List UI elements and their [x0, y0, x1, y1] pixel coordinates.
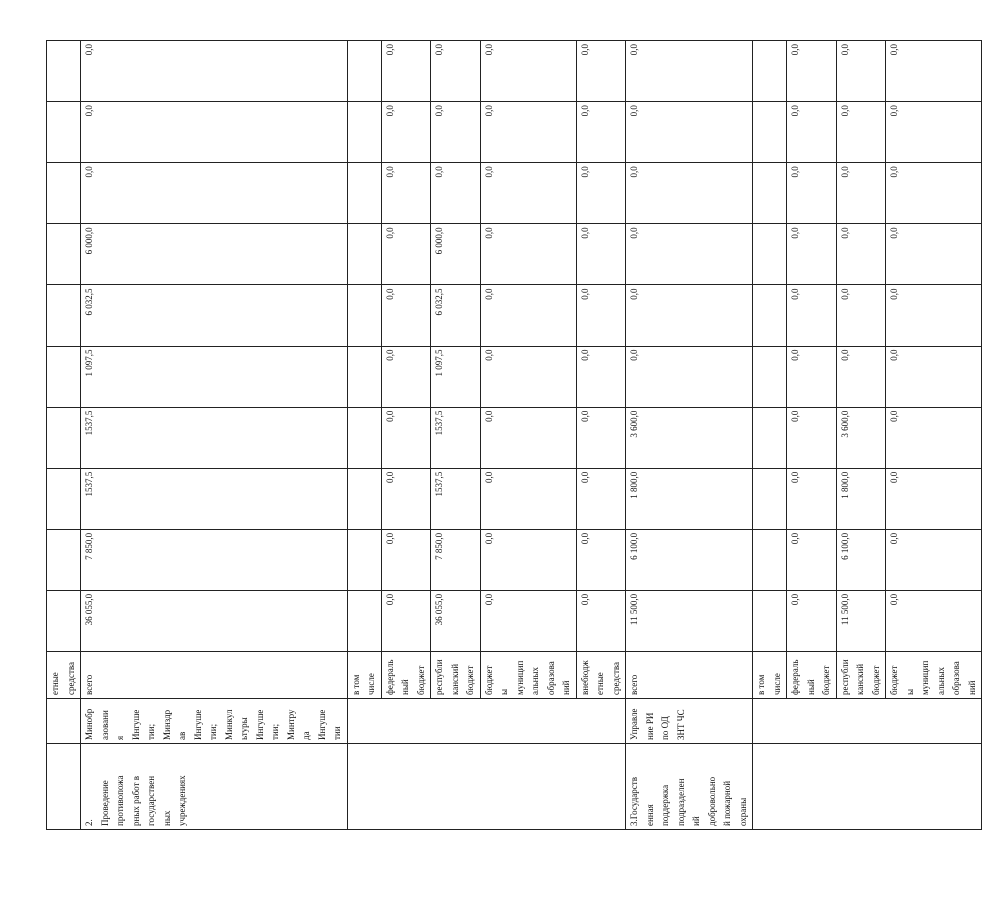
value-cell: 0,0	[480, 285, 576, 346]
value-cell: 0,0	[787, 163, 837, 224]
table-row	[47, 41, 81, 830]
measure-cell	[886, 744, 982, 830]
source-cell: республи канский бюджет	[836, 652, 886, 699]
value-cell	[47, 529, 81, 590]
measure-cell	[787, 744, 837, 830]
value-cell: 0,0	[787, 529, 837, 590]
value-cell: 0,0	[886, 529, 982, 590]
value-cell: 0,0	[886, 41, 982, 102]
value-cell: 0,0	[626, 41, 753, 102]
value-cell: 6 100,0	[836, 529, 886, 590]
value-cell	[347, 41, 381, 102]
value-cell: 0,0	[81, 163, 348, 224]
source-cell: республи канский бюджет	[431, 652, 481, 699]
executor-cell: Минобр азовани я Ингуше тии; Минздр ав Ингуше тии; Минкул ьтуры Ингуше тии; Минтру да Ингуше тии	[81, 699, 348, 744]
value-cell: 0,0	[626, 224, 753, 285]
source-cell: етные средства	[47, 652, 81, 699]
rotated-table-sheet	[46, 40, 977, 830]
value-cell	[47, 285, 81, 346]
source-cell: бюджет ы муницип альных образова ний	[886, 652, 982, 699]
value-cell: 0,0	[886, 346, 982, 407]
value-cell: 0,0	[836, 163, 886, 224]
value-cell: 0,0	[886, 224, 982, 285]
executor-cell	[787, 699, 837, 744]
value-cell: 0,0	[886, 102, 982, 163]
value-cell: 0,0	[576, 346, 626, 407]
source-cell: всего	[81, 652, 348, 699]
value-cell: 0,0	[886, 468, 982, 529]
value-cell: 0,0	[381, 41, 431, 102]
value-cell: 0,0	[81, 41, 348, 102]
value-cell	[347, 529, 381, 590]
value-cell: 1 800,0	[626, 468, 753, 529]
value-cell: 7 850,0	[81, 529, 348, 590]
value-cell	[753, 163, 787, 224]
value-cell: 0,0	[431, 41, 481, 102]
value-cell: 0,0	[381, 468, 431, 529]
executor-cell	[347, 699, 381, 744]
value-cell: 0,0	[576, 285, 626, 346]
value-cell: 0,0	[787, 407, 837, 468]
value-cell	[47, 468, 81, 529]
value-cell: 0,0	[787, 285, 837, 346]
value-cell: 0,0	[381, 102, 431, 163]
value-cell	[47, 224, 81, 285]
executor-cell	[576, 699, 626, 744]
value-cell: 0,0	[576, 468, 626, 529]
value-cell: 6 000,0	[81, 224, 348, 285]
value-cell	[753, 285, 787, 346]
value-cell: 6 100,0	[626, 529, 753, 590]
value-cell: 1 097,5	[81, 346, 348, 407]
measure-cell	[836, 744, 886, 830]
value-cell: 0,0	[576, 41, 626, 102]
value-cell: 0,0	[576, 102, 626, 163]
value-cell: 0,0	[480, 407, 576, 468]
value-cell: 0,0	[886, 590, 982, 651]
value-cell: 0,0	[626, 285, 753, 346]
value-cell: 0,0	[381, 590, 431, 651]
table-row	[576, 41, 626, 830]
value-cell: 3 600,0	[626, 407, 753, 468]
table-row	[753, 41, 787, 830]
value-cell	[347, 407, 381, 468]
source-cell: федераль ный бюджет	[787, 652, 837, 699]
value-cell: 0,0	[381, 407, 431, 468]
value-cell	[347, 590, 381, 651]
value-cell: 0,0	[836, 41, 886, 102]
source-cell: в том числе	[753, 652, 787, 699]
value-cell: 6 032,5	[431, 285, 481, 346]
table-row	[480, 41, 576, 830]
value-cell: 3 600,0	[836, 407, 886, 468]
value-cell: 0,0	[480, 529, 576, 590]
value-cell: 0,0	[626, 163, 753, 224]
value-cell	[753, 590, 787, 651]
value-cell	[47, 590, 81, 651]
executor-cell	[836, 699, 886, 744]
table-row	[381, 41, 431, 830]
value-cell	[47, 346, 81, 407]
value-cell	[753, 102, 787, 163]
value-cell: 0,0	[480, 102, 576, 163]
value-cell: 0,0	[787, 102, 837, 163]
measure-cell	[347, 744, 381, 830]
source-cell: внебюдж етные средства	[576, 652, 626, 699]
table-row	[626, 41, 753, 830]
value-cell: 0,0	[836, 346, 886, 407]
value-cell: 1537,5	[81, 468, 348, 529]
value-cell: 0,0	[836, 102, 886, 163]
executor-cell	[480, 699, 576, 744]
value-cell: 0,0	[480, 163, 576, 224]
value-cell: 0,0	[480, 590, 576, 651]
value-cell: 0,0	[576, 529, 626, 590]
value-cell	[347, 346, 381, 407]
value-cell: 1537,5	[81, 407, 348, 468]
executor-cell: Управле ние РИ по ОД ЗНТ ЧС	[626, 699, 753, 744]
measure-cell: 3.Государств енная поддержка подразделен ий добровольно й пожарной охраны	[626, 744, 753, 830]
value-cell: 0,0	[381, 285, 431, 346]
value-cell: 0,0	[836, 285, 886, 346]
value-cell: 7 850,0	[431, 529, 481, 590]
value-cell: 0,0	[381, 529, 431, 590]
value-cell: 0,0	[576, 224, 626, 285]
table-row	[81, 41, 348, 830]
value-cell	[47, 407, 81, 468]
table-row	[347, 41, 381, 830]
value-cell	[753, 468, 787, 529]
measure-cell	[381, 744, 431, 830]
value-cell: 0,0	[480, 224, 576, 285]
value-cell: 11 500,0	[836, 590, 886, 651]
table-row	[787, 41, 837, 830]
value-cell: 0,0	[81, 102, 348, 163]
value-cell: 0,0	[576, 163, 626, 224]
value-cell	[47, 41, 81, 102]
value-cell: 0,0	[431, 163, 481, 224]
value-cell: 0,0	[381, 346, 431, 407]
value-cell	[753, 407, 787, 468]
value-cell: 11 500,0	[626, 590, 753, 651]
value-cell: 0,0	[787, 224, 837, 285]
value-cell: 1 097,5	[431, 346, 481, 407]
value-cell: 0,0	[626, 346, 753, 407]
value-cell: 0,0	[480, 41, 576, 102]
value-cell: 0,0	[787, 346, 837, 407]
value-cell	[347, 468, 381, 529]
source-cell: федераль ный бюджет	[381, 652, 431, 699]
value-cell	[347, 163, 381, 224]
value-cell: 0,0	[381, 163, 431, 224]
value-cell: 0,0	[431, 102, 481, 163]
value-cell: 0,0	[576, 407, 626, 468]
executor-cell	[886, 699, 982, 744]
value-cell	[347, 224, 381, 285]
value-cell	[47, 163, 81, 224]
measure-cell: 2. Проведение противопожа рных работ в государствен ных учреждениях	[81, 744, 348, 830]
measure-cell	[47, 744, 81, 830]
executor-cell	[753, 699, 787, 744]
value-cell: 0,0	[480, 346, 576, 407]
value-cell: 1537,5	[431, 468, 481, 529]
value-cell	[347, 285, 381, 346]
value-cell: 0,0	[787, 590, 837, 651]
measure-cell	[480, 744, 576, 830]
budget-table-body	[47, 41, 982, 830]
value-cell: 36 055,0	[81, 590, 348, 651]
executor-cell	[431, 699, 481, 744]
measure-cell	[753, 744, 787, 830]
source-cell: в том числе	[347, 652, 381, 699]
value-cell	[47, 102, 81, 163]
budget-table	[46, 40, 982, 830]
value-cell	[753, 224, 787, 285]
value-cell: 0,0	[480, 468, 576, 529]
executor-cell	[47, 699, 81, 744]
value-cell: 6 032,5	[81, 285, 348, 346]
value-cell: 6 000,0	[431, 224, 481, 285]
table-row	[886, 41, 982, 830]
value-cell: 0,0	[576, 590, 626, 651]
value-cell	[753, 346, 787, 407]
value-cell: 0,0	[886, 285, 982, 346]
source-cell: бюджет ы муницип альных образова ний	[480, 652, 576, 699]
value-cell	[753, 529, 787, 590]
value-cell	[753, 41, 787, 102]
value-cell: 0,0	[787, 41, 837, 102]
table-row	[836, 41, 886, 830]
value-cell: 0,0	[886, 407, 982, 468]
value-cell: 0,0	[787, 468, 837, 529]
measure-cell	[576, 744, 626, 830]
value-cell: 0,0	[381, 224, 431, 285]
source-cell: всего	[626, 652, 753, 699]
value-cell: 1537,5	[431, 407, 481, 468]
value-cell: 0,0	[886, 163, 982, 224]
value-cell: 36 055,0	[431, 590, 481, 651]
value-cell	[347, 102, 381, 163]
measure-cell	[431, 744, 481, 830]
value-cell: 0,0	[626, 102, 753, 163]
value-cell: 1 800,0	[836, 468, 886, 529]
executor-cell	[381, 699, 431, 744]
table-row	[431, 41, 481, 830]
value-cell: 0,0	[836, 224, 886, 285]
